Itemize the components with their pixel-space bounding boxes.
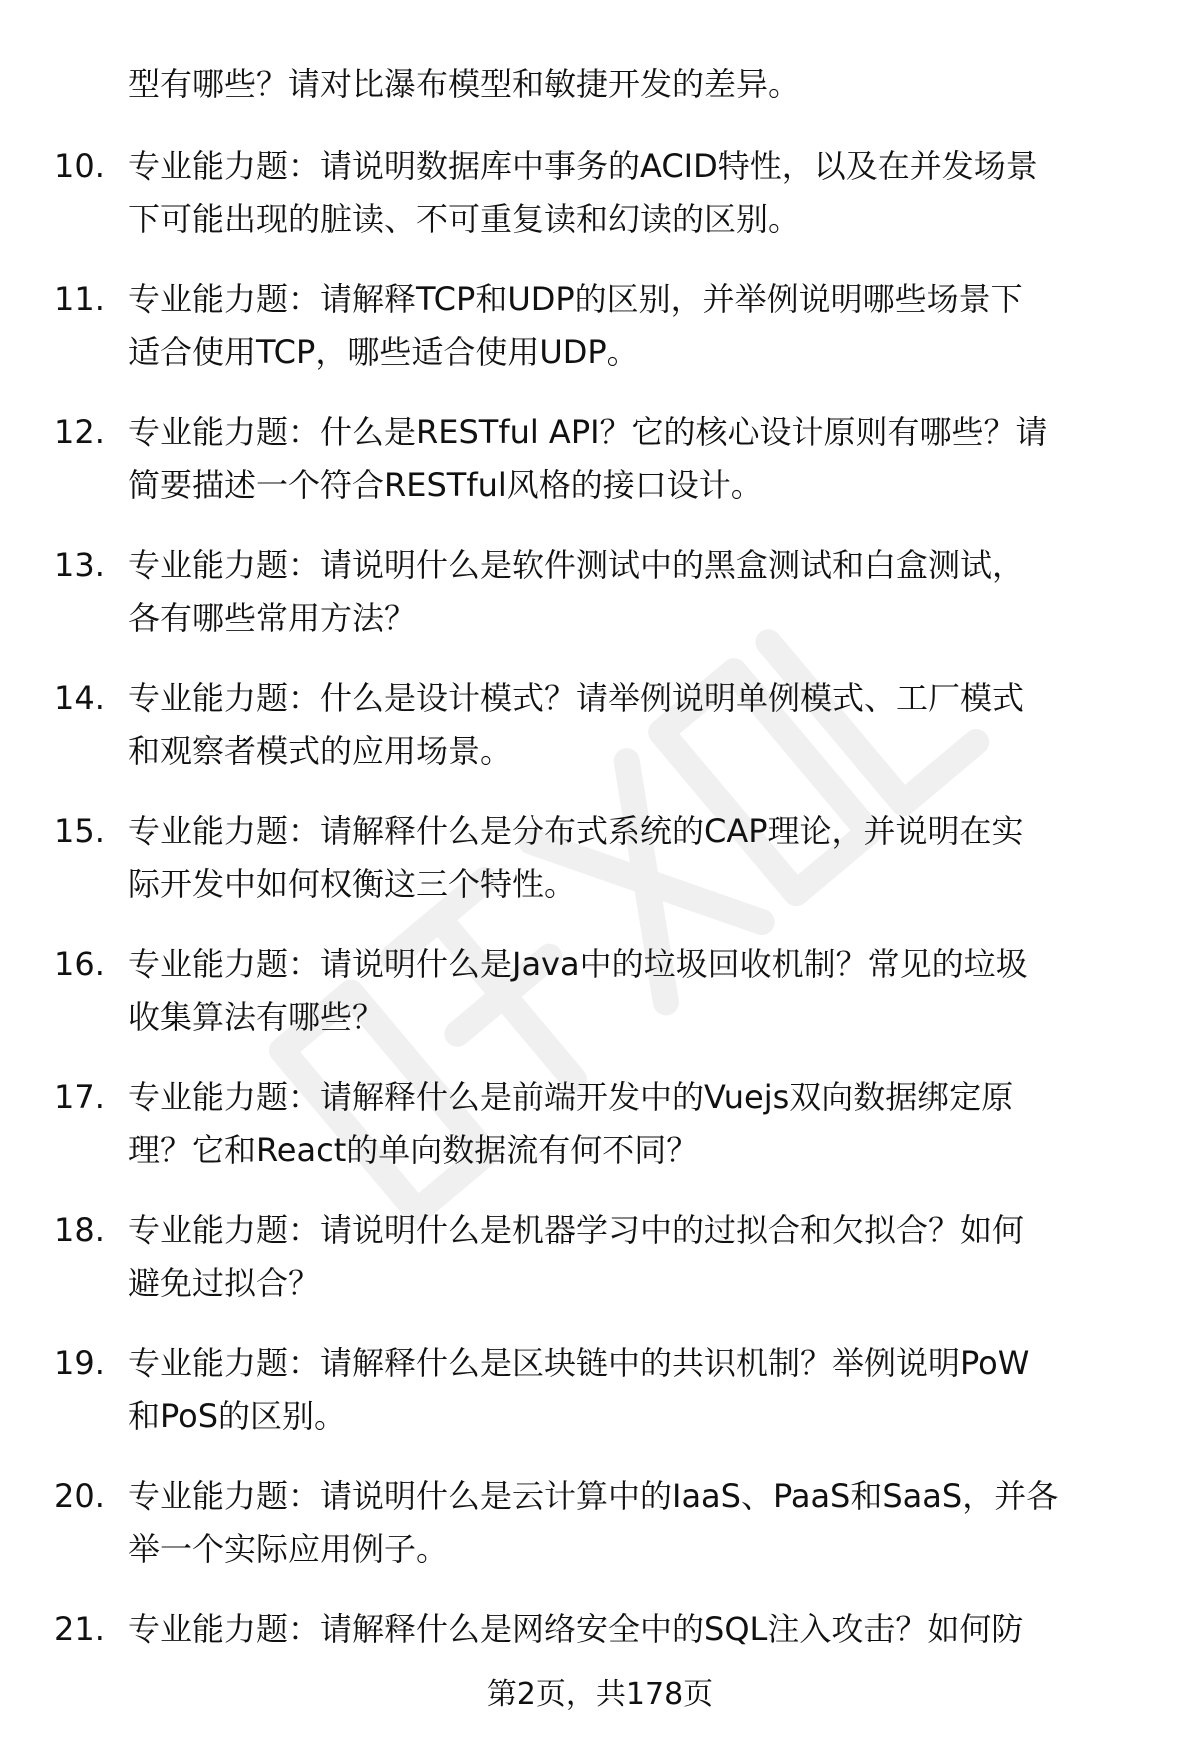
question-number: 17.: [54, 1078, 105, 1116]
question-text: [128, 273, 1158, 379]
question-text: [128, 672, 1158, 778]
question-line: 简要描述一个符合RESTful风格的接口设计。: [128, 466, 763, 504]
question-item: [0, 1071, 1200, 1204]
question-text: [128, 1204, 1158, 1310]
question-line: 下可能出现的脏读、不可重复读和幻读的区别。: [128, 200, 801, 238]
question-number: 13.: [54, 546, 105, 584]
question-line: 专业能力题：请说明数据库中事务的ACID特性，以及在并发场景: [128, 147, 1038, 185]
question-item: [0, 1337, 1200, 1470]
question-item: [0, 273, 1200, 406]
question-number: 15.: [54, 812, 105, 850]
question-number: 19.: [54, 1344, 105, 1382]
question-line: 专业能力题：请解释TCP和UDP的区别，并举例说明哪些场景下: [128, 280, 1023, 318]
question-line: 理？它和React的单向数据流有何不同？: [128, 1131, 699, 1169]
question-text: [128, 1470, 1158, 1576]
question-text: [128, 938, 1158, 1044]
question-line: 举一个实际应用例子。: [128, 1530, 449, 1568]
question-line: 专业能力题：请说明什么是Java中的垃圾回收机制？常见的垃圾: [128, 945, 1028, 983]
question-number: 16.: [54, 945, 105, 983]
question-item: [0, 1204, 1200, 1337]
question-text: [128, 805, 1158, 911]
question-item: [0, 672, 1200, 805]
question-line: 适合使用TCP，哪些适合使用UDP。: [128, 333, 639, 371]
question-text: [128, 140, 1158, 246]
continued-question-text: 型有哪些？请对比瀑布模型和敏捷开发的差异。: [128, 65, 801, 103]
question-number: 18.: [54, 1211, 105, 1249]
question-text: [128, 539, 1158, 645]
question-item: [0, 805, 1200, 938]
question-line: 专业能力题：什么是设计模式？请举例说明单例模式、工厂模式: [128, 679, 1025, 717]
question-line: 专业能力题：请说明什么是软件测试中的黑盒测试和白盒测试，: [128, 546, 1025, 584]
question-line: 各有哪些常用方法？: [128, 599, 417, 637]
question-line: 专业能力题：请解释什么是前端开发中的Vuejs双向数据绑定原: [128, 1078, 1014, 1116]
question-text: [128, 1603, 1158, 1656]
question-number: 20.: [54, 1477, 105, 1515]
question-item: [0, 938, 1200, 1071]
question-text: [128, 1337, 1158, 1443]
question-line: 专业能力题：请解释什么是区块链中的共识机制？举例说明PoW: [128, 1344, 1030, 1382]
question-item: [0, 140, 1200, 273]
question-line: 收集算法有哪些？: [128, 998, 385, 1036]
question-number: 14.: [54, 679, 105, 717]
question-text: [128, 1071, 1158, 1177]
question-number: 10.: [54, 147, 105, 185]
question-text: [128, 406, 1158, 512]
question-line: 避免过拟合？: [128, 1264, 321, 1302]
question-line: 际开发中如何权衡这三个特性。: [128, 865, 577, 903]
question-line: 和观察者模式的应用场景。: [128, 732, 513, 770]
question-number: 21.: [54, 1610, 105, 1648]
question-line: 专业能力题：请说明什么是机器学习中的过拟合和欠拟合？如何: [128, 1211, 1025, 1249]
question-item: [0, 1470, 1200, 1603]
question-line: 专业能力题：请解释什么是分布式系统的CAP理论，并说明在实: [128, 812, 1024, 850]
question-line: 专业能力题：请说明什么是云计算中的IaaS、PaaS和SaaS，并各: [128, 1477, 1059, 1515]
question-number: 12.: [54, 413, 105, 451]
question-item: [0, 1603, 1200, 1736]
question-number: 11.: [54, 280, 105, 318]
question-line: 专业能力题：什么是RESTful API？它的核心设计原则有哪些？请: [128, 413, 1048, 451]
question-item: [0, 539, 1200, 672]
question-item: [0, 406, 1200, 539]
page-number-footer: 第2页，共178页: [486, 1677, 714, 1712]
question-line: 专业能力题：请解释什么是网络安全中的SQL注入攻击？如何防: [128, 1610, 1024, 1648]
question-list: [0, 140, 1200, 1736]
question-line: 和PoS的区别。: [128, 1397, 347, 1435]
